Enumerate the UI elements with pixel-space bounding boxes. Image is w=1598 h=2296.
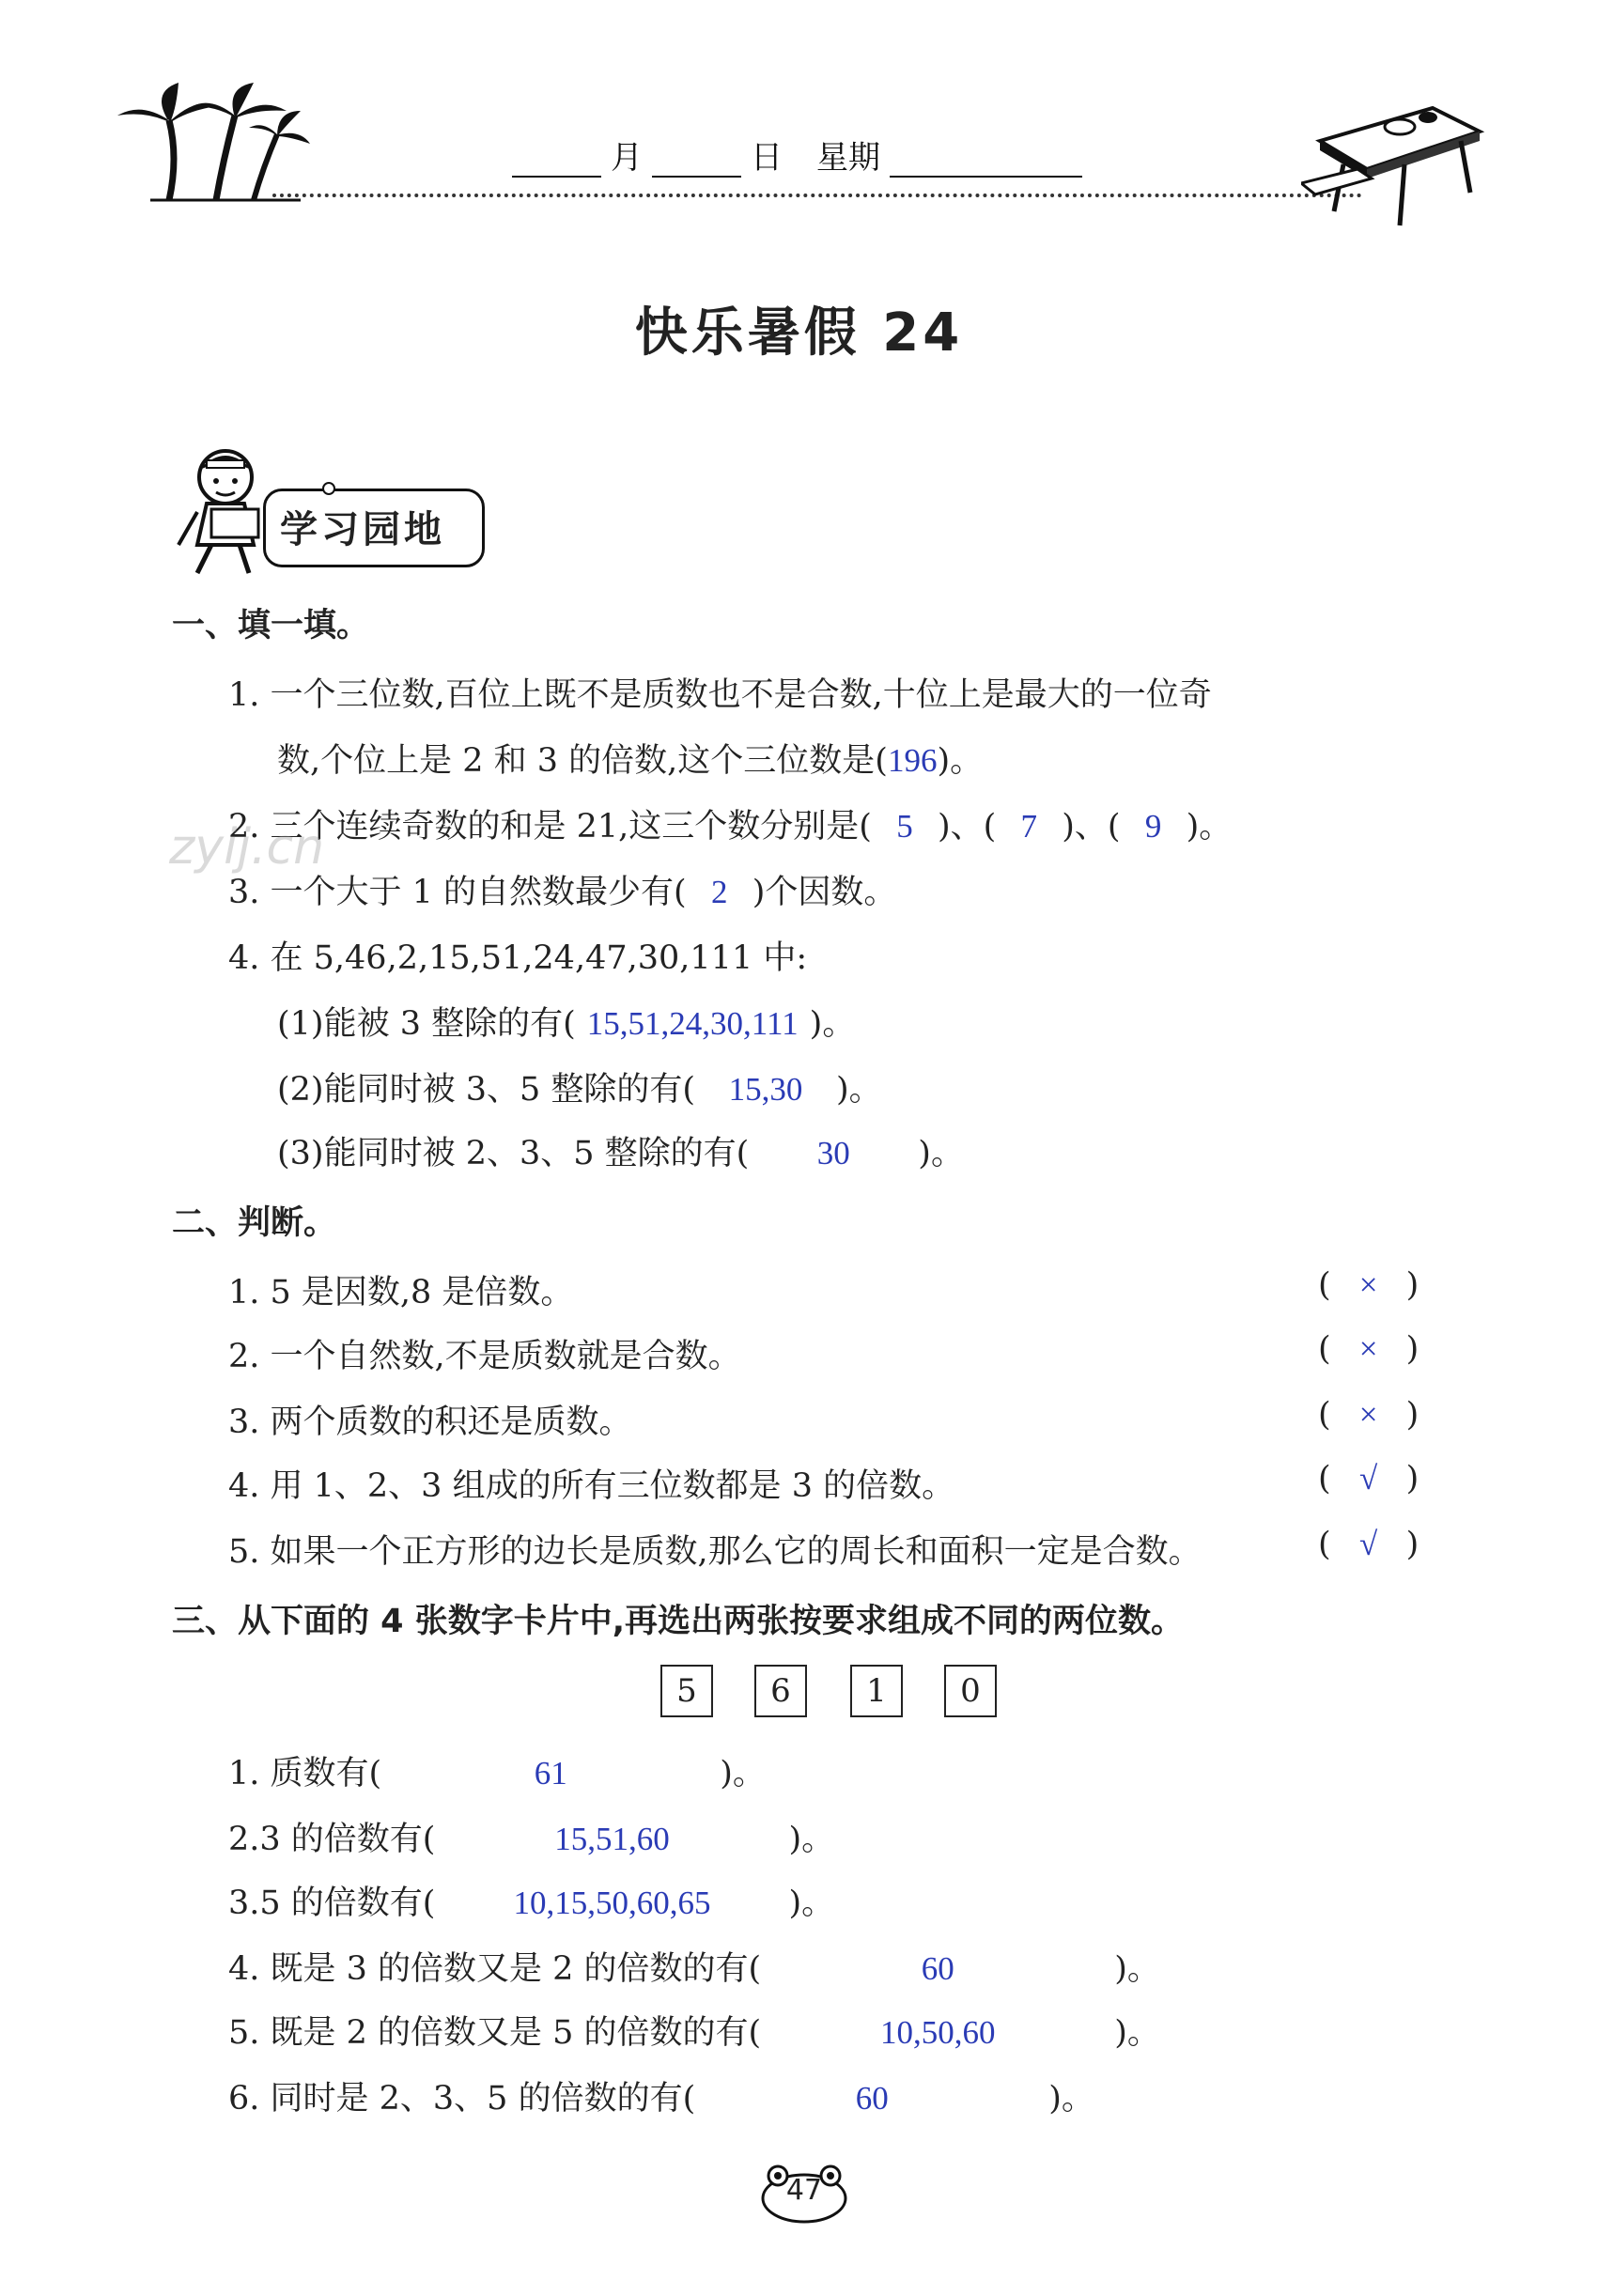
s3-q3-line [228,1877,834,1924]
s2-item-4-judgement [1318,1460,1419,1497]
s2-item-5-judgement [1318,1526,1419,1563]
s2-item-2-judgement [1318,1330,1419,1368]
s3-q2-line [228,1813,834,1860]
s1-q4-1-line [277,998,855,1045]
s1-q1-close: )。 [937,742,984,780]
s3-q2-answer: 15,51,60 [554,1821,670,1857]
s3-q4-line [228,1943,1160,1990]
digit-card-1: 5 [660,1665,713,1717]
s3-q1-close: )。 [720,1755,766,1792]
s2-item-4-close: ) [1405,1460,1420,1497]
digit-card-2: 6 [754,1665,807,1717]
s3-q6-answer: 60 [855,2080,889,2117]
weekday-blank [890,144,1082,178]
s3-q6-stem: 6. 同时是 2、3、5 的倍数的有( [228,2080,696,2118]
picnic-table-illustration [1301,89,1489,230]
section2-heading: 二、判断。 [172,1204,337,1242]
s3-q4-answer: 60 [921,1950,954,1987]
s1-q4-2-answer: 15,30 [728,1071,803,1108]
day-label: 日 [751,139,783,177]
s1-q4-3-close: )。 [918,1135,964,1172]
s2-item-3-mark: × [1358,1396,1378,1433]
s1-q4-3-stem: (3)能同时被 2、3、5 整除的有( [277,1135,750,1172]
s3-q5-answer: 10,50,60 [879,2014,996,2051]
page-title: 快乐暑假 24 [634,303,964,364]
s2-item-5-text: 5. 如果一个正方形的边长是质数,那么它的周长和面积一定是合数。 [228,1533,1202,1571]
s2-item-2-mark: × [1358,1330,1378,1367]
s1-q2-answer-1: 5 [896,808,913,845]
s1-q3-close: )个因数。 [752,874,897,911]
s3-q5-line [228,2007,1160,2054]
day-blank [652,144,741,178]
s1-q2-close: )。 [1186,808,1233,845]
s1-q2-line [228,800,1232,847]
s1-q1-line1: 1. 一个三位数,百位上既不是质数也不是合数,十位上是最大的一位奇 [228,676,1212,714]
s2-item-1-text: 1. 5 是因数,8 是倍数。 [228,1274,574,1311]
date-line [512,132,1082,178]
s1-q4-3-answer: 30 [816,1135,850,1171]
s2-item-1-judgement [1318,1266,1419,1304]
s2-item-4-open: ( [1318,1460,1331,1497]
s3-q6-line [228,2072,1094,2119]
s1-q1-line2 [277,735,983,782]
s2-item-5-close: ) [1405,1526,1420,1563]
s1-q2-stem: 2. 三个连续奇数的和是 21,这三个数分别是( [228,808,872,845]
s1-q3-answer: 2 [710,874,728,910]
palm-trees-illustration [113,83,310,205]
s3-q2-stem: 2.3 的倍数有( [228,1821,436,1858]
s1-q3-stem: 3. 一个大于 1 的自然数最少有( [228,874,687,911]
s1-q4-2-close: )。 [836,1071,882,1109]
s3-q3-stem: 3.5 的倍数有( [228,1885,436,1922]
s2-item-1-close: ) [1405,1266,1420,1304]
digit-card-3: 1 [850,1665,903,1717]
s2-item-3-close: ) [1405,1396,1420,1434]
digit-card-4: 0 [944,1665,997,1717]
s1-q4-3-line [277,1127,964,1174]
s2-item-4-text: 4. 用 1、2、3 组成的所有三位数都是 3 的倍数。 [228,1467,955,1505]
page-number: 47 [785,2174,823,2207]
s2-item-1-mark: × [1358,1266,1378,1303]
s2-item-5-mark: √ [1359,1526,1378,1562]
s3-q1-stem: 1. 质数有( [228,1755,382,1792]
s2-item-4-mark: √ [1359,1460,1378,1497]
s1-q2-answer-3: 9 [1144,808,1162,845]
s1-q4-2-stem: (2)能同时被 3、5 整除的有( [277,1071,696,1109]
s1-q2-sep-1: )、( [937,808,997,845]
s2-item-3-text: 3. 两个质数的积还是质数。 [228,1404,632,1441]
header-dotted-line [272,194,1362,197]
s1-q4-stem: 4. 在 5,46,2,15,51,24,47,30,111 中: [228,939,808,977]
s1-q4-1-close: )。 [809,1005,856,1043]
s3-q1-line [228,1747,766,1794]
s2-item-2-close: ) [1405,1330,1420,1368]
s1-q4-1-answer: 15,51,24,30,111 [586,1005,799,1042]
s1-q2-sep-2: )、( [1062,808,1121,845]
watermark-text: zyij.cn [169,819,325,876]
s2-item-2-open: ( [1318,1330,1331,1368]
badge-dot-icon [322,482,335,495]
s1-q4-2-line [277,1063,882,1110]
s3-q6-close: )。 [1048,2080,1094,2118]
section3-heading: 三、从下面的 4 张数字卡片中,再选出两张按要求组成不同的两位数。 [172,1603,1185,1640]
s3-q2-close: )。 [788,1821,835,1858]
s3-q5-close: )。 [1114,2014,1160,2052]
s1-q3-line [228,866,896,913]
section1-heading: 一、填一填。 [172,607,370,644]
s3-q3-close: )。 [788,1885,835,1922]
s1-q1-stem: 数,个位上是 2 和 3 的倍数,这个三位数是( [277,742,888,780]
s2-item-5-open: ( [1318,1526,1331,1563]
s1-q2-answer-2: 7 [1020,808,1038,845]
s3-q4-stem: 4. 既是 3 的倍数又是 2 的倍数的有( [228,1950,762,1988]
s1-q1-answer: 196 [887,742,938,779]
s3-q4-close: )。 [1114,1950,1160,1988]
s2-item-1-open: ( [1318,1266,1331,1304]
month-label: 月 [611,139,643,177]
s2-item-3-judgement [1318,1396,1419,1434]
s1-q4-1-stem: (1)能被 3 整除的有( [277,1005,576,1043]
s3-q5-stem: 5. 既是 2 的倍数又是 5 的倍数的有( [228,2014,762,2052]
month-blank [512,144,601,178]
s3-q1-answer: 61 [534,1755,567,1792]
s3-q3-answer: 10,15,50,60,65 [513,1885,711,1921]
section-badge-label: 学习园地 [280,508,445,551]
weekday-label: 星期 [816,139,880,177]
s2-item-3-open: ( [1318,1396,1331,1434]
s2-item-2-text: 2. 一个自然数,不是质数就是合数。 [228,1338,741,1375]
